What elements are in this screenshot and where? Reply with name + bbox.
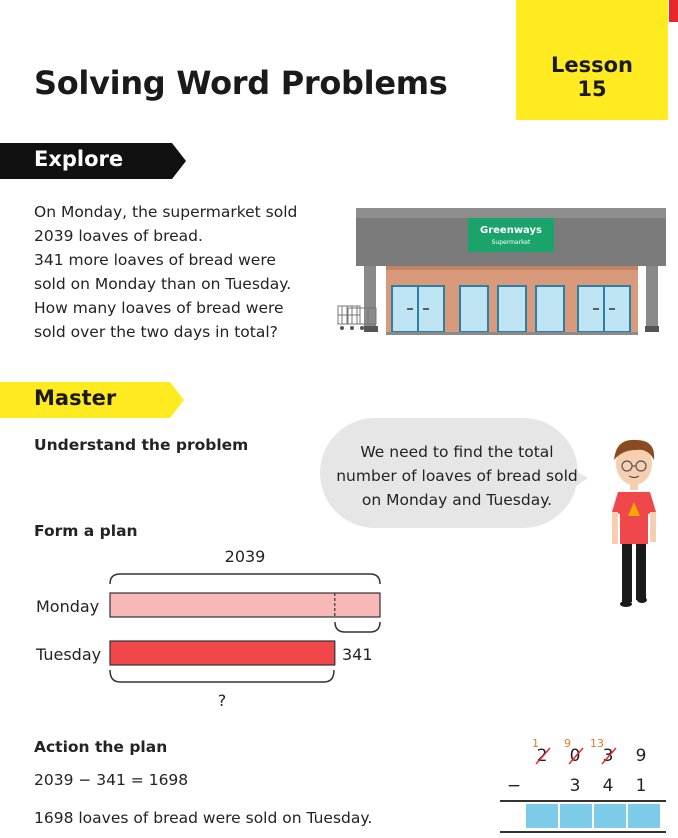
result-sentence: 1698 loaves of bread were sold on Tuesday.: [34, 809, 373, 827]
bottom-digit: 4: [602, 776, 614, 796]
explore-problem: [34, 200, 297, 344]
speech-text: [326, 440, 588, 512]
character-leg: [636, 544, 646, 600]
calc-line-top: [500, 800, 666, 802]
tuesday-label: Tuesday: [36, 645, 102, 664]
store-pillar: [364, 266, 376, 330]
speech-line: on Monday and Tuesday.: [361, 491, 553, 509]
store-pillar: [646, 266, 658, 330]
total-unknown-label: ?: [217, 691, 227, 710]
master-heading-bar: [0, 382, 184, 418]
difference-label: 341: [342, 645, 373, 664]
strike-marks: [530, 744, 630, 768]
top-digit: 0: [569, 746, 581, 766]
page-title: Solving Word Problems: [34, 64, 448, 102]
answer-box[interactable]: [594, 804, 626, 828]
plan-heading: Form a plan: [34, 522, 138, 540]
bar-model: [0, 540, 420, 720]
calc-line-bottom: [500, 831, 666, 833]
difference-brace: [335, 622, 380, 632]
monday-bar: [110, 593, 380, 617]
corner-mark: [669, 0, 678, 22]
problem-line: How many loaves of bread were: [34, 299, 284, 317]
lesson-word: Lesson: [550, 53, 633, 77]
tuesday-bar: [110, 641, 335, 665]
character-leg: [622, 544, 632, 602]
master-heading: Master: [34, 386, 117, 410]
answer-box[interactable]: [526, 804, 558, 828]
top-digit: 9: [635, 746, 647, 766]
problem-line: 341 more loaves of bread were: [34, 251, 276, 269]
bottom-digit: 3: [569, 776, 581, 796]
answer-box[interactable]: [560, 804, 592, 828]
store-door: [536, 286, 564, 332]
explore-heading-bar: [0, 143, 186, 179]
lesson-number: 15: [577, 77, 607, 101]
carry-digit: 13: [590, 737, 604, 750]
carry-digit: 9: [564, 737, 571, 750]
answer-box[interactable]: [628, 804, 660, 828]
bar-total-monday-label: 2039: [224, 547, 266, 566]
problem-line: 2039 loaves of bread.: [34, 227, 203, 245]
monday-label: Monday: [36, 597, 100, 616]
problem-line: On Monday, the supermarket sold: [34, 203, 298, 221]
speech-line: number of loaves of bread sold: [336, 467, 578, 485]
character-shirt: [612, 492, 656, 544]
top-brace: [110, 574, 380, 584]
action-heading: Action the plan: [34, 738, 168, 756]
problem-line: sold on Monday than on Tuesday.: [34, 275, 292, 293]
carry-digit: 1: [532, 737, 539, 750]
top-digit: 2: [536, 746, 548, 766]
store-door: [498, 286, 526, 332]
lesson-label: [516, 53, 668, 101]
explore-heading: Explore: [34, 147, 124, 171]
total-brace: [110, 670, 334, 682]
minus-sign: −: [506, 776, 522, 796]
equation: 2039 − 341 = 1698: [34, 771, 189, 789]
understand-heading: Understand the problem: [34, 436, 249, 454]
problem-line: sold over the two days in total?: [34, 323, 278, 341]
top-digit: 3: [602, 746, 614, 766]
supermarket-illustration: [334, 196, 670, 342]
bottom-digit: 1: [635, 776, 647, 796]
store-sign-name: Greenways: [480, 225, 542, 236]
character-illustration: [600, 434, 670, 614]
store-sign-sub: Supermarket: [491, 239, 531, 246]
store-door: [460, 286, 488, 332]
speech-line: We need to find the total: [360, 443, 554, 461]
